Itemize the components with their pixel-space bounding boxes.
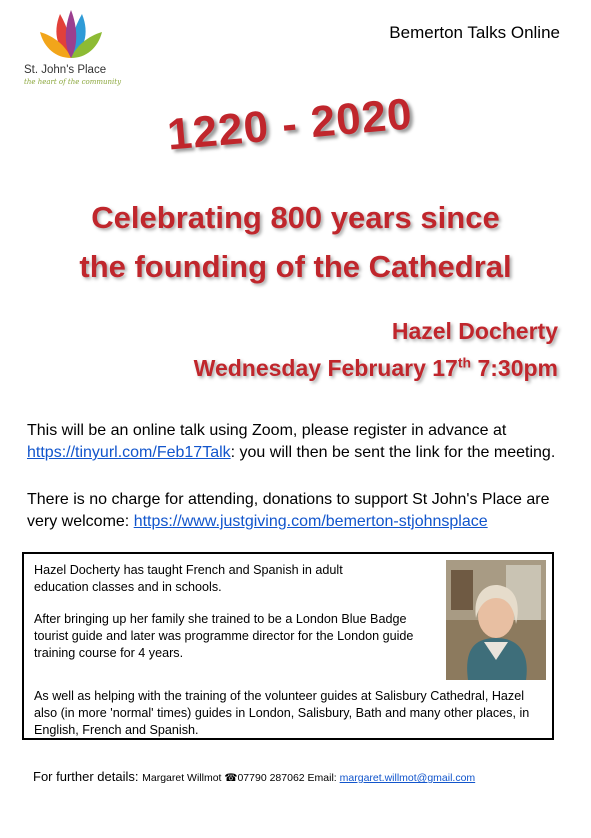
bio-paragraph-1: Hazel Docherty has taught French and Spanish in adult education classes and in schools. bbox=[34, 563, 343, 594]
event-time: 7:30pm bbox=[471, 355, 558, 381]
intro-text-1: This will be an online talk using Zoom, please register in advance at bbox=[27, 422, 507, 439]
contact-details bbox=[33, 769, 475, 784]
contact-phone: 07790 287062 Email: bbox=[237, 772, 340, 784]
years-heading: 1220 - 2020 bbox=[165, 89, 415, 160]
event-datetime bbox=[194, 355, 558, 382]
intro-text-2: : you will then be sent the link for the meeting. bbox=[230, 444, 556, 461]
series-title: Bemerton Talks Online bbox=[389, 23, 560, 42]
register-link[interactable]: https://tinyurl.com/Feb17Talk bbox=[27, 444, 231, 461]
donate-link[interactable]: https://www.justgiving.com/bemerton-stjohnsplace bbox=[133, 513, 488, 530]
event-date: Wednesday February 17 bbox=[193, 355, 458, 381]
date-suffix: th bbox=[457, 354, 472, 371]
headline-line-1: Celebrating 800 years since bbox=[91, 200, 500, 235]
phone-icon: ☎ bbox=[224, 772, 238, 784]
logo-name: St. John's Place bbox=[24, 64, 107, 76]
headline-line-2: the founding of the Cathedral bbox=[79, 249, 512, 284]
intro-paragraph-2 bbox=[27, 489, 567, 533]
contact-name: Margaret Willmot bbox=[142, 772, 225, 784]
contact-label: For further details: bbox=[33, 769, 143, 784]
speaker-bio-box bbox=[22, 552, 554, 740]
donation-text: There is no charge for attending, donations to support St John's Place are very welcome: bbox=[27, 491, 550, 530]
speaker-name: Hazel Docherty bbox=[391, 318, 558, 344]
lotus-flower-icon bbox=[38, 6, 104, 62]
speaker-photo bbox=[446, 560, 546, 680]
bio-paragraph-3: As well as helping with the training of the volunteer guides at Salisbury Cathedral, Hazel also (in more 'normal' times) guides in London, Salisbury, Bath and many other places, in English, French and Spanish. bbox=[34, 689, 530, 737]
logo-tagline: the heart of the community bbox=[24, 78, 122, 86]
bio-paragraph-2: After bringing up her family she trained to be a London Blue Badge tourist guide and later was programme director for the London guide training course for 4 years. bbox=[34, 612, 414, 660]
intro-paragraph-1 bbox=[27, 420, 567, 464]
logo bbox=[18, 6, 128, 86]
contact-email-link[interactable]: margaret.willmot@gmail.com bbox=[339, 772, 476, 784]
